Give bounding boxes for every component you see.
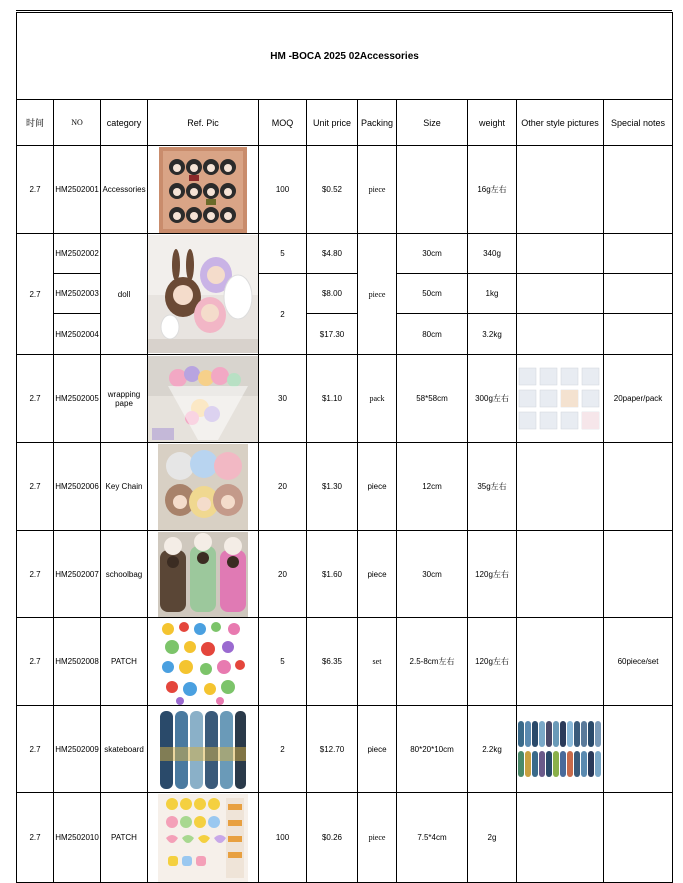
cell-size: [397, 146, 468, 234]
cell-packing: piece: [358, 531, 397, 618]
cell-category: skateboard: [101, 706, 148, 793]
cell-price: $0.26: [307, 793, 358, 883]
cell-weight: 16g左右: [468, 146, 517, 234]
plush-accessories-photo: [159, 147, 247, 233]
cell-no: HM2502003: [54, 274, 101, 314]
cell-no: HM2502004: [54, 314, 101, 355]
cell-size: 30cm: [397, 234, 468, 274]
cell-weight: 120g左右: [468, 531, 517, 618]
cell-weight: 300g左右: [468, 355, 517, 443]
table-row: [17, 443, 673, 531]
cell-size: 50cm: [397, 274, 468, 314]
cell-moq: 30: [259, 355, 307, 443]
cell-time: 2.7: [17, 234, 54, 355]
cell-time: 2.7: [17, 443, 54, 531]
cell-no: HM2502006: [54, 443, 101, 531]
cell-packing: piece: [358, 793, 397, 883]
cell-packing: pack: [358, 355, 397, 443]
cell-moq: 20: [259, 443, 307, 531]
header-row: [17, 100, 673, 146]
patch-stickers-photo: [158, 619, 248, 705]
cell-category: PATCH: [101, 793, 148, 883]
cell-price: $4.80: [307, 234, 358, 274]
cell-other-pics: [517, 355, 604, 443]
cell-moq: 20: [259, 531, 307, 618]
cell-size: 58*58cm: [397, 355, 468, 443]
cell-no: HM2502002: [54, 234, 101, 274]
cell-no: HM2502009: [54, 706, 101, 793]
skateboard-other-styles: [517, 719, 603, 779]
keychain-plush-photo: [158, 444, 248, 530]
cell-ref-pic: [148, 234, 259, 355]
cell-time: 2.7: [17, 355, 54, 443]
cell-other-pics: [517, 443, 604, 531]
cell-notes: [604, 146, 673, 234]
cell-packing: piece: [358, 443, 397, 531]
cell-price: $1.10: [307, 355, 358, 443]
doll-plush-photo: [148, 235, 259, 353]
cell-notes: 20paper/pack: [604, 355, 673, 443]
cell-notes: [604, 793, 673, 883]
cell-category: Accessories: [101, 146, 148, 234]
cell-moq: 2: [259, 274, 307, 355]
header-unit-price: Unit price: [307, 100, 358, 146]
cell-price: $1.30: [307, 443, 358, 531]
cell-no: HM2502010: [54, 793, 101, 883]
header-notes: Special notes: [604, 100, 673, 146]
cell-price: $12.70: [307, 706, 358, 793]
top-rule: [16, 10, 672, 11]
header-no: NO: [54, 100, 101, 146]
flower-bouquet-photo: [148, 356, 259, 442]
cell-weight: 1kg: [468, 274, 517, 314]
cell-weight: 2g: [468, 793, 517, 883]
cell-moq: 100: [259, 146, 307, 234]
cell-no: HM2502001: [54, 146, 101, 234]
cell-notes: [604, 531, 673, 618]
cell-other-pics: [517, 706, 604, 793]
header-packing: Packing: [358, 100, 397, 146]
cell-other-pics: [517, 531, 604, 618]
cell-price: $1.60: [307, 531, 358, 618]
header-weight: weight: [468, 100, 517, 146]
cell-notes: [604, 274, 673, 314]
table-row: [17, 531, 673, 618]
cell-packing: set: [358, 618, 397, 706]
cell-ref-pic: [148, 793, 259, 883]
cell-other-pics: [517, 146, 604, 234]
cell-ref-pic: [148, 531, 259, 618]
cell-ref-pic: [148, 146, 259, 234]
cell-ref-pic: [148, 706, 259, 793]
table-row: [17, 793, 673, 883]
cell-moq: 100: [259, 793, 307, 883]
cell-other-pics: [517, 234, 604, 274]
cell-time: 2.7: [17, 618, 54, 706]
header-moq: MOQ: [259, 100, 307, 146]
cell-weight: 120g左右: [468, 618, 517, 706]
cell-other-pics: [517, 314, 604, 355]
cell-weight: 3.2kg: [468, 314, 517, 355]
cell-size: 80cm: [397, 314, 468, 355]
cell-price: $8.00: [307, 274, 358, 314]
cell-time: 2.7: [17, 793, 54, 883]
header-size: Size: [397, 100, 468, 146]
cell-packing: piece: [358, 146, 397, 234]
cell-no: HM2502005: [54, 355, 101, 443]
header-time: 时间: [17, 100, 54, 146]
sheet-title: HM -BOCA 2025 02Accessories: [17, 13, 673, 100]
product-table: [16, 12, 673, 883]
cell-size: 7.5*4cm: [397, 793, 468, 883]
cell-size: 80*20*10cm: [397, 706, 468, 793]
catalog-sheet: [16, 12, 672, 883]
cell-other-pics: [517, 618, 604, 706]
cell-weight: 35g左右: [468, 443, 517, 531]
cell-no: HM2502008: [54, 618, 101, 706]
cell-category: wrapping pape: [101, 355, 148, 443]
cell-ref-pic: [148, 618, 259, 706]
cell-size: 2.5-8cm左右: [397, 618, 468, 706]
table-row: [17, 146, 673, 234]
table-row: [17, 618, 673, 706]
cell-size: 12cm: [397, 443, 468, 531]
cell-time: 2.7: [17, 706, 54, 793]
cell-notes: [604, 706, 673, 793]
cell-notes: 60piece/set: [604, 618, 673, 706]
cell-price: $6.35: [307, 618, 358, 706]
cell-other-pics: [517, 793, 604, 883]
header-other-pics: Other style pictures: [517, 100, 604, 146]
cell-packing: piece: [358, 706, 397, 793]
cell-category: schoolbag: [101, 531, 148, 618]
cell-ref-pic: [148, 355, 259, 443]
skateboard-decks-photo: [158, 707, 248, 792]
table-row: [17, 706, 673, 793]
cell-moq: 5: [259, 234, 307, 274]
cell-moq: 5: [259, 618, 307, 706]
cell-packing: piece: [358, 234, 397, 355]
cell-time: 2.7: [17, 531, 54, 618]
cell-time: 2.7: [17, 146, 54, 234]
table-row: [17, 234, 673, 274]
cell-notes: [604, 234, 673, 274]
schoolbag-plush-photo: [158, 532, 248, 617]
cell-category: PATCH: [101, 618, 148, 706]
cell-notes: [604, 443, 673, 531]
cell-ref-pic: [148, 443, 259, 531]
cell-size: 30cm: [397, 531, 468, 618]
cell-category: doll: [101, 234, 148, 355]
cell-notes: [604, 314, 673, 355]
wrapping-paper-swatches: [517, 366, 603, 432]
smiley-patch-photo: [158, 794, 248, 882]
cell-moq: 2: [259, 706, 307, 793]
cell-other-pics: [517, 274, 604, 314]
cell-price: $0.52: [307, 146, 358, 234]
cell-weight: 2.2kg: [468, 706, 517, 793]
cell-no: HM2502007: [54, 531, 101, 618]
cell-price: $17.30: [307, 314, 358, 355]
header-ref-pic: Ref. Pic: [148, 100, 259, 146]
header-category: category: [101, 100, 148, 146]
cell-weight: 340g: [468, 234, 517, 274]
table-row: [17, 355, 673, 443]
cell-category: Key Chain: [101, 443, 148, 531]
